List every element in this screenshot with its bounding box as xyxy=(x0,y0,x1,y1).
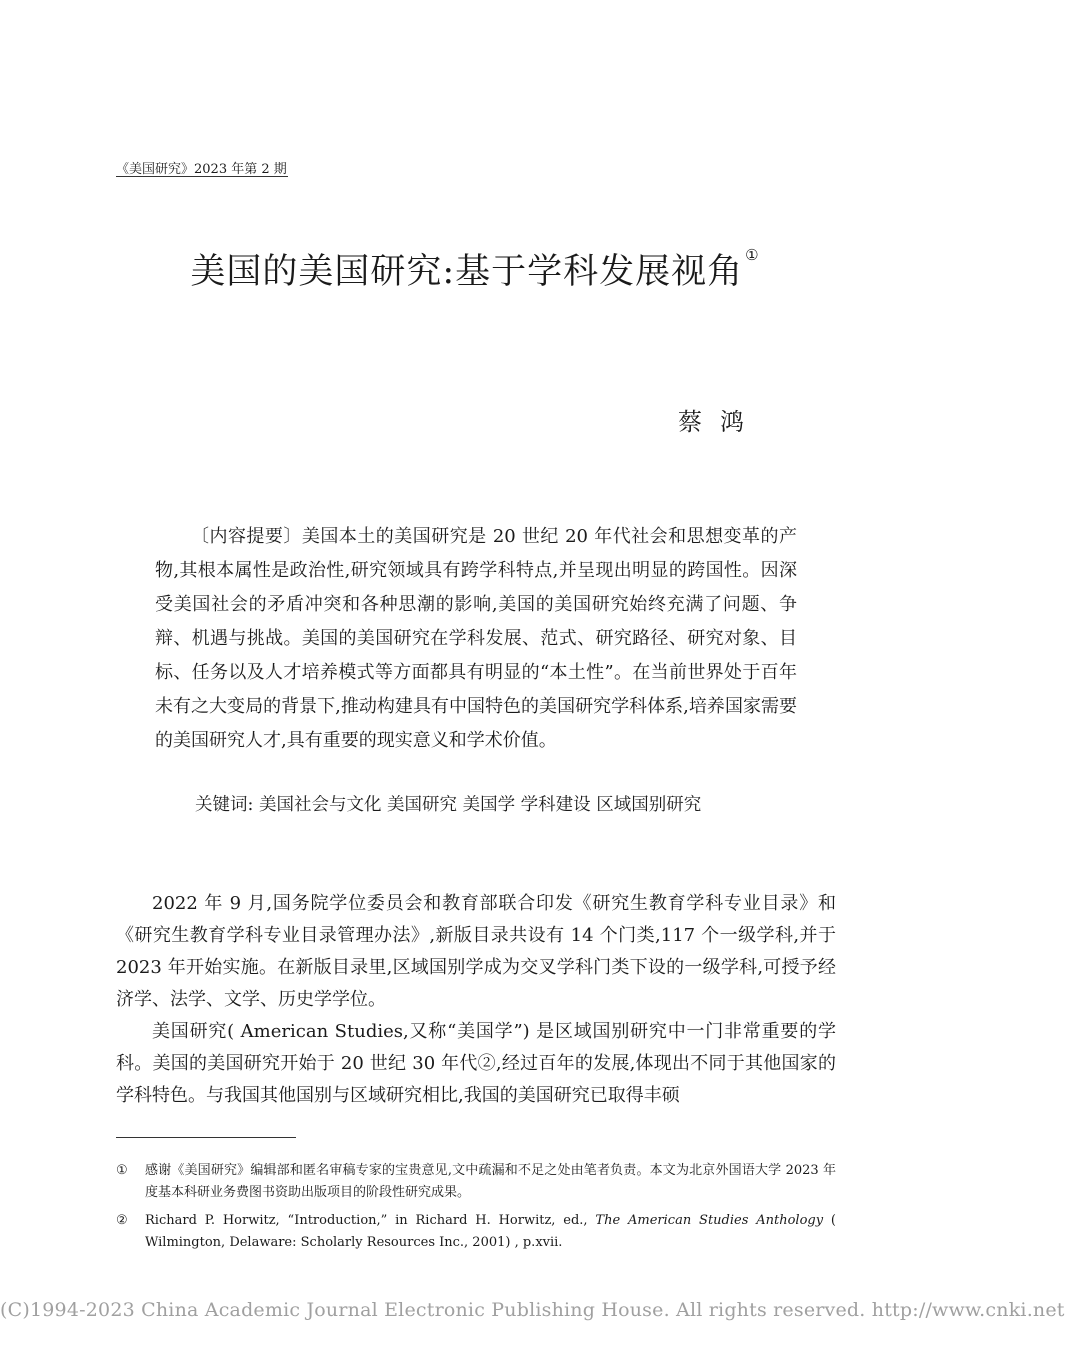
article-title xyxy=(0,244,950,294)
footnote-1-text: 感谢《美国研究》编辑部和匿名审稿专家的宝贵意见,文中疏漏和不足之处由笔者负责。本文为北京外国语大学 2023 年度基本科研业务费图书资助出版项目的阶段性研究成果。 xyxy=(145,1163,836,1200)
author-name: 蔡鸿 xyxy=(678,408,762,436)
journal-header: 《美国研究》2023 年第 2 期 xyxy=(116,162,287,177)
footnote-2 xyxy=(116,1210,836,1254)
body-paragraph-1: 2022 年 9 月,国务院学位委员会和教育部联合印发《研究生教育学科专业目录》和《研究生教育学科专业目录管理办法》,新版目录共设有 14 个门类,117 个一级学科,并于 2023 年开始实施。在新版目录里,区域国别学成为交叉学科门类下设的一级学科,可授予经济学、法学、文学、历史学学位。 xyxy=(116,893,836,1010)
abstract xyxy=(155,520,797,758)
footnote-2-mark: ② xyxy=(116,1213,128,1228)
footnote-2-text-part-1: Richard P. Horwitz, “Introduction,” in Richard H. Horwitz, ed., xyxy=(145,1213,596,1228)
copyright-watermark: (C)1994-2023 China Academic Journal Electronic Publishing House. All rights reserved. http://www.cnki.net xyxy=(0,1299,1065,1321)
footnotes xyxy=(116,1160,836,1260)
footnote-2-book-title: The American Studies Anthology xyxy=(595,1213,824,1228)
header-rule xyxy=(116,176,288,177)
article-title-text: 美国的美国研究:基于学科发展视角 xyxy=(190,252,744,292)
footnote-2-text xyxy=(145,1210,836,1254)
abstract-text: 〔内容提要〕美国本土的美国研究是 20 世纪 20 年代社会和思想变革的产物,其根本属性是政治性,研究领域具有跨学科特点,并呈现出明显的跨国性。因深受美国社会的矛盾冲突和各种思潮的影响,美国的美国研究始终充满了问题、争辩、机遇与挑战。美国的美国研究在学科发展、范式、研究路径、研究对象、目标、任务以及人才培养模式等方面都具有明显的“本土性”。在当前世界处于百年未有之大变局的背景下,推动构建具有中国特色的美国研究学科体系,培养国家需要的美国研究人才,具有重要的现实意义和学术价值。 xyxy=(155,526,797,751)
body-paragraph-2-part-2: ,经过百年的发展,体现出不同于其他国家的学科特色。与我国其他国别与区域研究相比,我国的美国研究已取得丰硕 xyxy=(116,1053,836,1106)
title-footnote-mark[interactable]: ① xyxy=(745,246,760,264)
footnote-2-text-part-2: ( Wilmington, Delaware: Scholarly Resources Inc., 2001) , p.xvii. xyxy=(145,1213,836,1250)
body-text xyxy=(116,888,836,1112)
body-footnote-mark[interactable]: ② xyxy=(477,1053,496,1074)
body-paragraph-2 xyxy=(116,1016,836,1112)
footnote-1-mark: ① xyxy=(116,1163,128,1178)
keywords: 关键词: 美国社会与文化 美国研究 美国学 学科建设 区域国别研究 xyxy=(195,795,702,815)
body-paragraph-2-part-1: 美国研究( American Studies,又称“美国学”) 是区域国别研究中一门非常重要的学科。美国的美国研究开始于 20 世纪 30 年代 xyxy=(116,1021,836,1074)
footnote-rule xyxy=(116,1137,296,1138)
footnote-1 xyxy=(116,1160,836,1204)
